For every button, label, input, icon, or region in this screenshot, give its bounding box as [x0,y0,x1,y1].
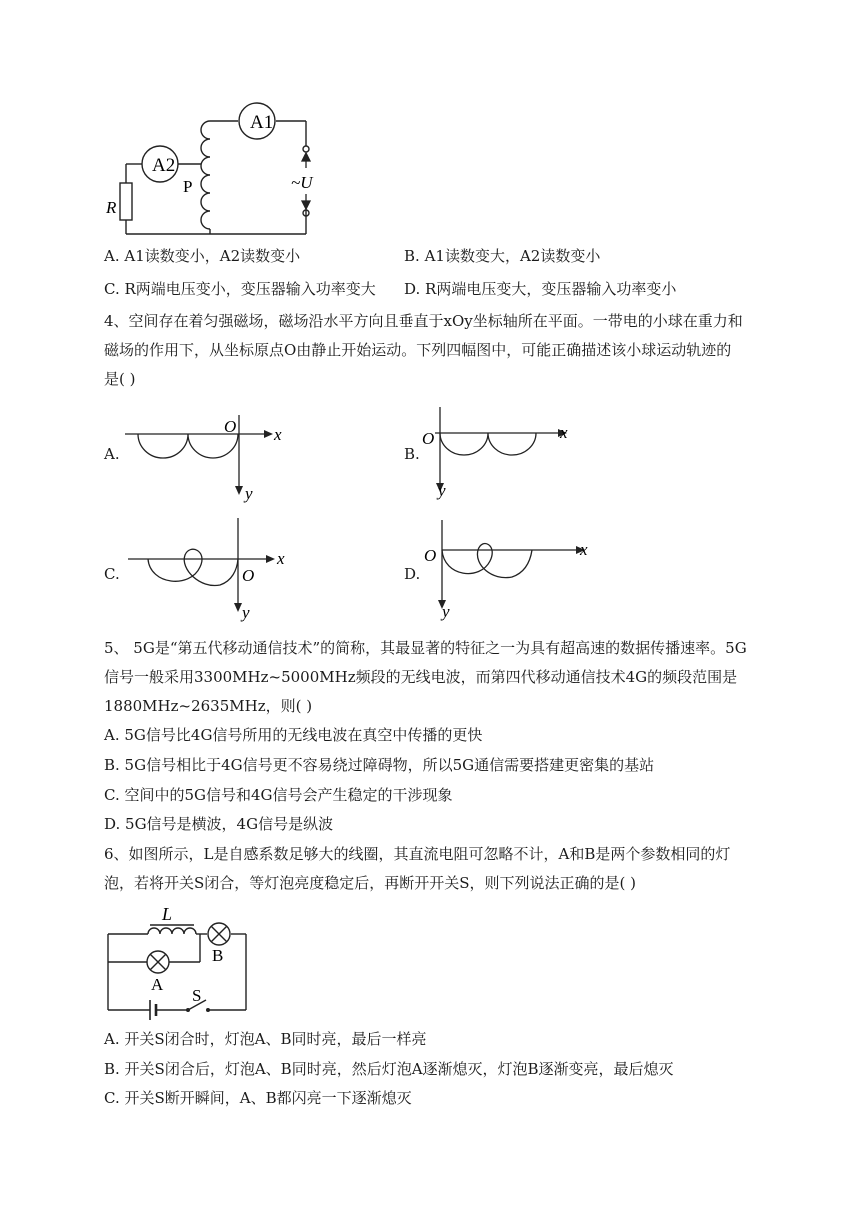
q4-b-y: y [438,481,446,500]
q6-stem-line-1: 6、如图所示，L是自感系数足够大的线圈，其直流电阻可忽略不计，A和B是两个参数相同的灯 [104,845,731,863]
q3-option-b: B. A1读数变大，A2读数变小 [404,247,601,265]
q3-option-d: D. R两端电压变大，变压器输入功率变小 [404,280,677,298]
q6-stem-line-2: 泡，若将开关S闭合，等灯泡亮度稳定后，再断开开关S，则下列说法正确的是( ) [104,874,637,892]
q4-panel-a-figure [120,412,280,502]
q4-panel-d-letter: D. [404,565,421,583]
q3-option-c: C. R两端电压变小，变压器输入功率变大 [104,280,376,298]
lamp-a-label: A [151,975,164,994]
q3-option-a: A. A1读数变小，A2读数变小 [104,247,301,265]
q5-option-c: C. 空间中的5G信号和4G信号会产生稳定的干涉现象 [104,786,453,804]
q4-panel-c-figure [120,515,295,620]
q5-option-b: B. 5G信号相比于4G信号更不容易绕过障碍物，所以5G通信需要搭建更密集的基站 [104,756,655,774]
source-label: ~U [291,173,313,192]
q4-panel-d-figure [420,515,600,620]
q4-panel-b-letter: B. [404,445,420,463]
q4-b-x: x [560,423,568,442]
lamp-b-label: B [212,946,224,965]
q4-a-x: x [274,425,282,444]
q6-option-a: A. 开关S闭合时，灯泡A、B同时亮，最后一样亮 [104,1030,427,1048]
q4-a-y: y [245,484,253,503]
tap-point-label: P [183,177,193,196]
inductor-lamp-circuit-figure [100,900,260,1018]
q6-option-c: C. 开关S断开瞬间，A、B都闪亮一下逐渐熄灭 [104,1089,412,1107]
q5-option-d: D. 5G信号是横波，4G信号是纵波 [104,815,334,833]
q4-d-origin: O [424,546,437,565]
q4-c-x: x [277,549,285,568]
q4-panel-c-letter: C. [104,565,120,583]
q6-option-b: B. 开关S闭合后，灯泡A、B同时亮，然后灯泡A逐渐熄灭，灯泡B逐渐变亮，最后熄灭 [104,1060,674,1078]
q5-stem-line-2: 信号一般采用3300MHz~5000MHz频段的无线电波，而第四代移动通信技术4G的频段范围是 [104,668,738,686]
switch-label: S [192,986,202,1005]
q5-stem-line-3: 1880MHz~2635MHz，则( ) [104,697,313,715]
ammeter-a2-label: A2 [152,155,176,176]
inductor-label: L [162,904,173,924]
resistor-label: R [106,198,117,217]
q4-a-origin: O [224,417,237,436]
q4-stem-line-3: 是( ) [104,370,136,388]
q5-option-a: A. 5G信号比4G信号所用的无线电波在真空中传播的更快 [104,726,483,744]
q4-d-y: y [442,602,450,621]
q4-c-y: y [242,603,250,622]
q4-stem-line-1: 4、空间存在着匀强磁场，磁场沿水平方向且垂直于xOy坐标轴所在平面。一带电的小球在重力和 [104,312,743,330]
q4-b-origin: O [422,429,435,448]
q4-stem-line-2: 磁场的作用下，从坐标原点O由静止开始运动。下列四幅图中，可能正确描述该小球运动轨迹的 [104,341,732,359]
q4-c-origin: O [242,566,255,585]
q4-panel-b-figure [420,404,580,499]
ammeter-a1-label: A1 [250,112,274,133]
q5-stem-line-1: 5、 5G是“第五代移动通信技术”的简称，其最显著的特征之一为具有超高速的数据传播速率。5G [104,639,747,657]
transformer-circuit-figure [100,96,330,241]
q4-panel-a-letter: A. [104,445,120,463]
q4-d-x: x [580,540,588,559]
